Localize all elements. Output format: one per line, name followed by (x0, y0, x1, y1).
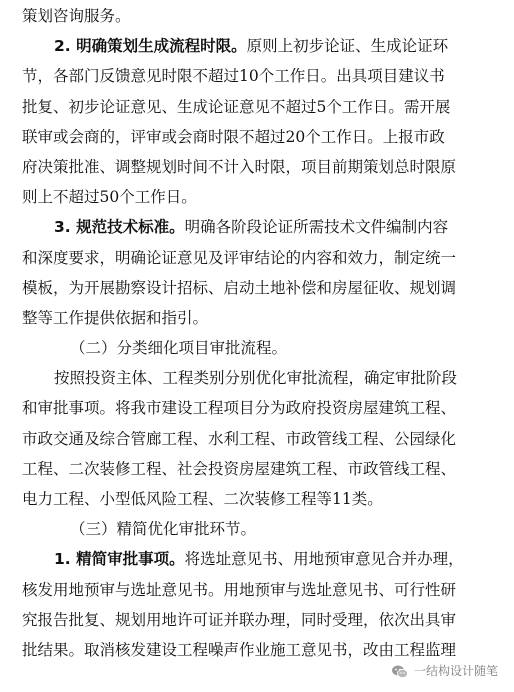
text-line: 批结果。取消核发建设工程噪声作业施工意见书，改由工程监理 (22, 640, 457, 659)
text-line: 市政交通及综合管廊工程、水利工程、市政管线工程、公园绿化 (22, 429, 457, 448)
text-line: 节，各部门反馈意见时限不超过10个工作日。出具项目建议书 (22, 67, 445, 86)
subsection-heading: （二）分类细化项目审批流程。 (70, 339, 288, 358)
text-line: 电力工程、小型低风险工程、二次装修工程等11类。 (22, 490, 383, 508)
subsection-heading: （三）精简优化审批环节。 (70, 520, 257, 539)
section-heading: 2. 明确策划生成流程时限。 (54, 37, 247, 56)
text-line: 则上不超过50个工作日。 (22, 188, 197, 207)
text-line: 工程、二次装修工程、社会投资房屋建筑工程、市政管线工程、 (22, 459, 457, 478)
text-line: 核发用地预审与选址意见书。用地预审与选址意见书、可行性研 (22, 580, 457, 599)
text-line: 整等工作提供依据和指引。 (22, 308, 209, 327)
text-line: 按照投资主体、工程类别分别优化审批流程，确定审批阶段 (54, 369, 458, 388)
text-line: 1. 精简审批事项。将选址意见书、用地预审意见合并办理， (54, 550, 464, 569)
text-line: 2. 明确策划生成流程时限。原则上初步论证、生成论证环 (54, 37, 449, 56)
text-line: 究报告批复、规划用地许可证并联办理，同时受理，依次出具审 (22, 610, 457, 629)
section-heading: 3. 规范技术标准。 (54, 218, 185, 237)
section-heading: 1. 精简审批事项。 (54, 550, 185, 569)
text-line: 批复、初步论证意见、生成论证意见不超过5个工作日。需开展 (22, 97, 451, 116)
watermark (389, 660, 500, 682)
text-line: 府决策批准、调整规划时间不计入时限，项目前期策划总时限原 (22, 157, 457, 176)
text-line: 策划咨询服务。 (22, 7, 131, 25)
text-line: 和审批事项。将我市建设工程项目分为政府投资房屋建筑工程、 (22, 399, 457, 418)
text-line: 联审或会商的，评审或会商时限不超过20个工作日。上报市政 (22, 127, 445, 146)
text-line: 模板，为开展勘察设计招标、启动土地补偿和房屋征收、规划调 (22, 278, 457, 297)
watermark-text: 一结构设计随笔 (413, 663, 498, 678)
text-line: 和深度要求，明确论证意见及评审结论的内容和效力，制定统一 (22, 248, 457, 267)
wechat-icon (391, 662, 409, 680)
document-body (22, 1, 500, 665)
text-line: 3. 规范技术标准。明确各阶段论证所需技术文件编制内容 (54, 218, 449, 237)
